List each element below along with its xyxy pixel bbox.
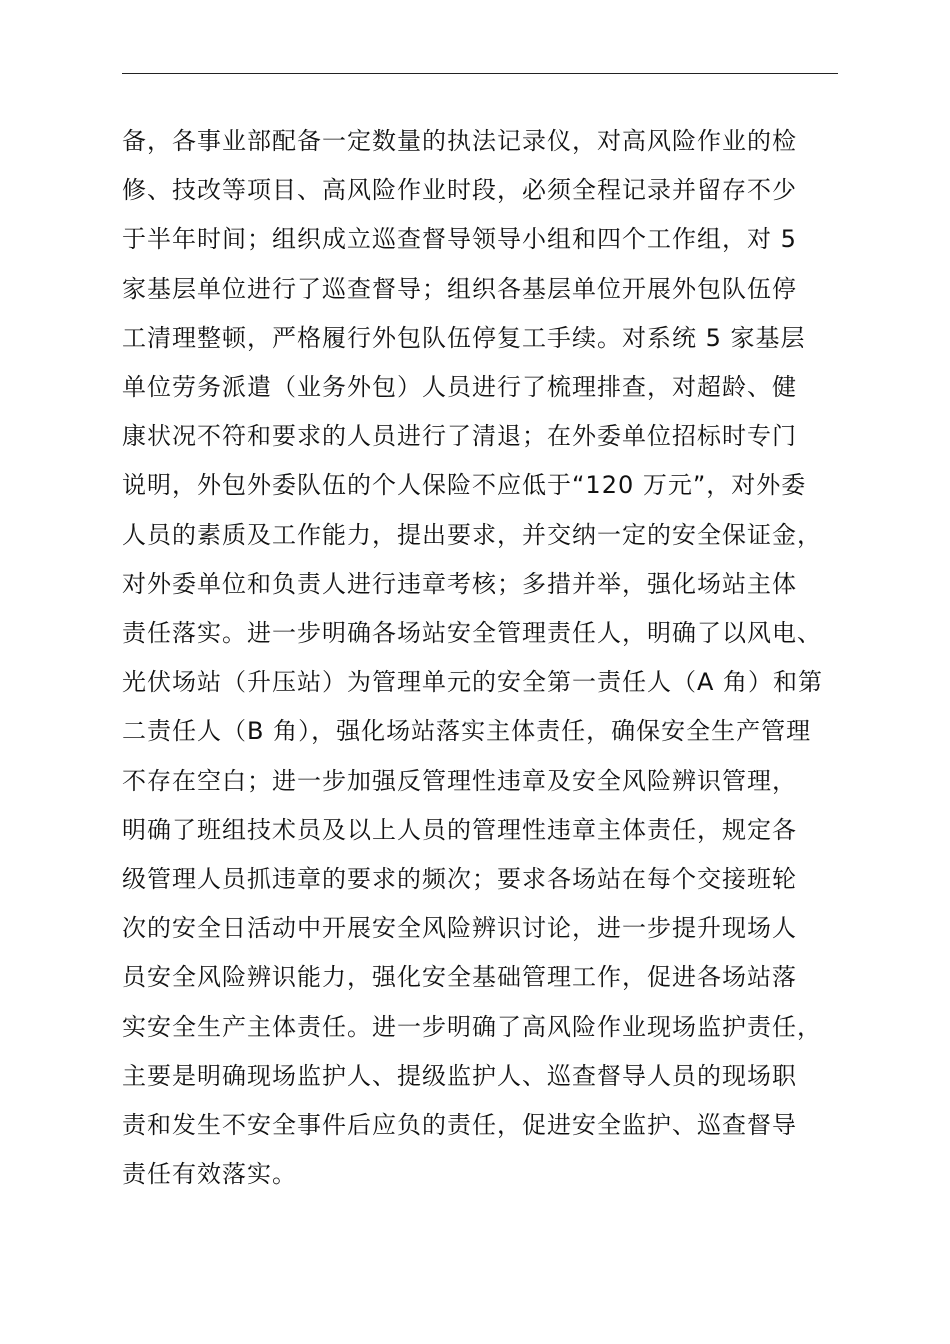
text-line: 责任有效落实。 — [122, 1160, 297, 1189]
text-line: 责任落实。进一步明确各场站安全管理责任人，明确了以风电、 — [122, 619, 822, 648]
text-line: 光伏场站（升压站）为管理单元的安全第一责任人（A 角）和第 — [122, 668, 824, 697]
text-line: 说明，外包外委队伍的个人保险不应低于“120 万元”，对外委 — [122, 471, 807, 500]
text-line: 备，各事业部配备一定数量的执法记录仪，对高风险作业的检 — [122, 127, 797, 155]
text-line: 责和发生不安全事件后应负的责任，促进安全监护、巡查督导 — [122, 1111, 797, 1140]
text-line: 单位劳务派遣（业务外包）人员进行了梳理排查，对超龄、健 — [122, 373, 797, 402]
text-line: 修、技改等项目、高风险作业时段，必须全程记录并留存不少 — [122, 176, 797, 205]
text-line: 级管理人员抓违章的要求的频次；要求各场站在每个交接班轮 — [122, 865, 797, 894]
text-line: 实安全生产主体责任。进一步明确了高风险作业现场监护责任， — [122, 1012, 822, 1041]
text-line: 人员的素质及工作能力，提出要求，并交纳一定的安全保证金， — [122, 520, 822, 549]
text-line: 于半年时间；组织成立巡查督导领导小组和四个工作组，对 5 — [122, 225, 797, 254]
text-line: 员安全风险辨识能力，强化安全基础管理工作，促进各场站落 — [122, 963, 797, 992]
text-line: 家基层单位进行了巡查督导；组织各基层单位开展外包队伍停 — [122, 274, 797, 303]
text-line: 主要是明确现场监护人、提级监护人、巡查督导人员的现场职 — [122, 1061, 797, 1090]
text-line: 明确了班组技术员及以上人员的管理性违章主体责任，规定各 — [122, 815, 797, 844]
text-line: 康状况不符和要求的人员进行了清退；在外委单位招标时专门 — [122, 422, 797, 451]
body-paragraph — [122, 117, 862, 1199]
text-line: 对外委单位和负责人进行违章考核；多措并举，强化场站主体 — [122, 569, 797, 598]
text-line: 不存在空白；进一步加强反管理性违章及安全风险辨识管理， — [122, 766, 797, 795]
text-line: 工清理整顿，严格履行外包队伍停复工手续。对系统 5 家基层 — [122, 323, 806, 352]
text-line: 二责任人（B 角），强化场站落实主体责任，确保安全生产管理 — [122, 717, 812, 746]
header-rule — [122, 73, 838, 74]
text-line: 次的安全日活动中开展安全风险辨识讨论，进一步提升现场人 — [122, 914, 797, 943]
